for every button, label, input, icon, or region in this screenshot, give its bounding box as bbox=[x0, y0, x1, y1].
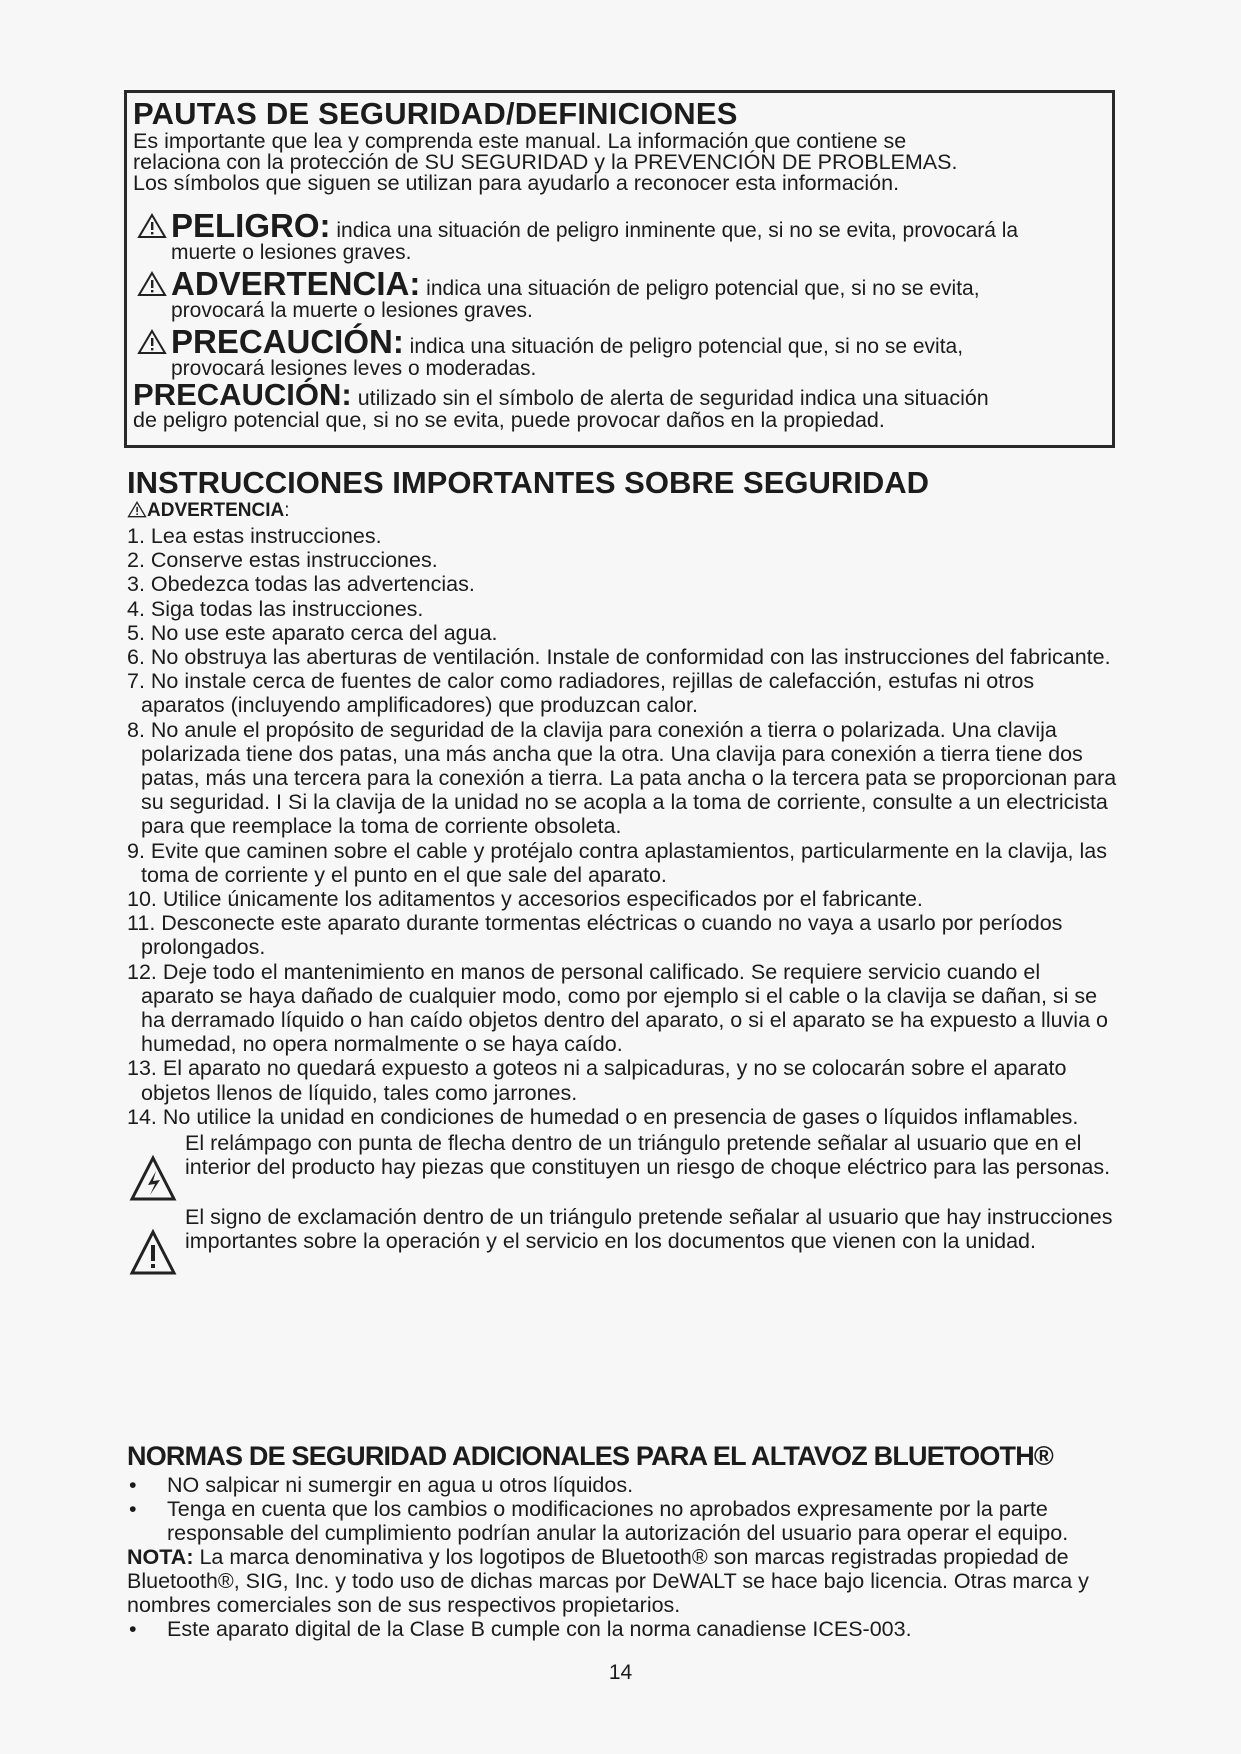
list-item: 13. El aparato no quedará expuesto a goteos ni a salpicaduras, y no se colocarán sobre el aparato objetos llenos de líquido, tales como jarrones. bbox=[127, 1056, 1067, 1105]
bluetooth-rules-list-end bbox=[127, 1617, 1117, 1641]
definition-text-cont: de peligro potencial que, si no se evita, puede provocar daños en la propiedad. bbox=[133, 408, 885, 432]
warning-label-text: ADVERTENCIA bbox=[147, 500, 285, 521]
list-item: 8. No anule el propósito de seguridad de la clavija para conexión a tierra o polarizada. Una clavija polarizada tiene dos patas, una más ancha que la otra. Una clavija para conexión a tierra tiene dos patas, más una tercera para la conexión a tierra. La pata ancha o la tercera pata se proporcionan para su seguridad. I Si la clavija de la unidad no se acopla a la toma de corriente, consulte a un electricista para que reemplace la toma de corriente obsoleta. bbox=[127, 717, 1117, 839]
section-title-instructions: INSTRUCCIONES IMPORTANTES SOBRE SEGURIDAD bbox=[127, 465, 930, 500]
exclamation-triangle-icon bbox=[129, 1229, 177, 1277]
section-title-bluetooth: NORMAS DE SEGURIDAD ADICIONALES PARA EL ALTAVOZ BLUETOOTH® bbox=[127, 1441, 1054, 1471]
definition-term: ADVERTENCIA: bbox=[171, 265, 421, 302]
safety-definitions-box bbox=[124, 90, 1115, 448]
warning-triangle-icon bbox=[137, 213, 167, 239]
definition-text-cont: muerte o lesiones graves. bbox=[171, 241, 412, 264]
list-item-text: NO salpicar ni sumergir en agua u otros líquidos. bbox=[167, 1473, 634, 1497]
bluetooth-safety-section bbox=[127, 1441, 1117, 1641]
warning-label bbox=[127, 500, 1117, 522]
definition-term: PRECAUCIÓN: bbox=[133, 377, 352, 412]
warning-triangle-icon bbox=[137, 329, 167, 355]
definition-caution bbox=[133, 323, 1102, 380]
list-item-text: Este aparato digital de la Clase B cumple con la norma canadiense ICES-003. bbox=[167, 1617, 912, 1641]
definition-text: utilizado sin el símbolo de alerta de seguridad indica una situación bbox=[351, 386, 989, 410]
list-item: 12. Deje todo el mantenimiento en manos de personal calificado. Se requiere servicio cuando el aparato se haya dañado de cualquier modo, como por ejemplo si el cable o la clavija se dañan, si se ha derramado líquido o han caído objetos dentro del aparato, o si el aparato se ha expuesto a lluvia o humedad, no opera normalmente o se haya caído. bbox=[127, 959, 1108, 1057]
bluetooth-rules-list bbox=[127, 1473, 1117, 1545]
definition-warning bbox=[133, 265, 1102, 322]
instruction-list bbox=[127, 524, 1117, 1129]
page-number: 14 bbox=[608, 1661, 633, 1684]
list-item: 2. Conserve estas instrucciones. bbox=[127, 548, 438, 573]
list-item: 14. No utilice la unidad en condiciones de humedad o en presencia de gases o líquidos inflamables. bbox=[127, 1104, 1079, 1129]
intro-paragraph bbox=[133, 131, 1102, 194]
list-item: 11. Desconecte este aparato durante tormentas eléctricas o cuando no vaya a usarlo por períodos prolongados. bbox=[127, 911, 1063, 960]
list-item bbox=[127, 1473, 1117, 1497]
important-instructions-section bbox=[127, 466, 1117, 1277]
list-item: 1. Lea estas instrucciones. bbox=[127, 524, 382, 548]
list-item: 3. Obedezca todas las advertencias. bbox=[127, 572, 475, 597]
bullet-icon: • bbox=[129, 1497, 137, 1521]
lightning-symbol-note bbox=[127, 1131, 1117, 1203]
section-title-definitions: PAUTAS DE SEGURIDAD/DEFINICIONES bbox=[133, 96, 738, 131]
definition-caution-property bbox=[133, 377, 1102, 432]
list-item bbox=[127, 1497, 1117, 1545]
exclamation-symbol-text: El signo de exclamación dentro de un triángulo pretende señalar al usuario que hay instrucciones importantes sobre la operación y el servicio en los documentos que vienen con la unidad. bbox=[185, 1205, 1113, 1254]
list-item-text: Tenga en cuenta que los cambios o modificaciones no aprobados expresamente por la parte responsable del cumplimiento podrían anular la autorización del usuario para operar el equipo. bbox=[167, 1497, 1069, 1545]
definition-text: indica una situación de peligro potencial que, si no se evita, bbox=[420, 277, 980, 300]
definition-text: indica una situación de peligro potencial que, si no se evita, bbox=[403, 335, 964, 358]
list-item bbox=[127, 1617, 1117, 1641]
bullet-icon: • bbox=[129, 1473, 137, 1497]
bullet-icon: • bbox=[129, 1617, 137, 1641]
list-item: 6. No obstruya las aberturas de ventilación. Instale de conformidad con las instrucciones del fabricante. bbox=[127, 645, 1111, 670]
note-paragraph bbox=[127, 1545, 1117, 1617]
warning-label-colon: : bbox=[284, 500, 290, 521]
list-item: 9. Evite que caminen sobre el cable y protéjalo contra aplastamientos, particularmente en la clavija, las toma de corriente y el punto en el que sale del aparato. bbox=[127, 838, 1107, 887]
definition-term: PRECAUCIÓN: bbox=[171, 323, 404, 360]
lightning-triangle-icon bbox=[129, 1155, 177, 1203]
note-text: La marca denominativa y los logotipos de Bluetooth® son marcas registradas propiedad de Bluetooth®, SIG, Inc. y todo uso de dichas marcas por DeWALT se hace bajo licencia. Otras marca y nombres comerciales son de sus respectivos propietarios. bbox=[127, 1545, 1089, 1617]
list-item: 5. No use este aparato cerca del agua. bbox=[127, 620, 498, 645]
intro-line: Los símbolos que siguen se utilizan para ayudarlo a reconocer esta información. bbox=[133, 171, 900, 195]
list-item: 7. No instale cerca de fuentes de calor como radiadores, rejillas de calefacción, estufas ni otros aparatos (incluyendo amplificadores) que produzcan calor. bbox=[127, 669, 1035, 718]
note-label: NOTA: bbox=[127, 1545, 194, 1569]
warning-triangle-icon bbox=[137, 271, 167, 297]
definition-text: indica una situación de peligro inminente que, si no se evita, provocará la bbox=[330, 219, 1019, 242]
exclamation-symbol-note bbox=[127, 1205, 1117, 1277]
definition-text-cont: provocará lesiones leves o moderadas. bbox=[171, 357, 537, 380]
definition-term: PELIGRO: bbox=[171, 207, 331, 244]
list-item: 4. Siga todas las instrucciones. bbox=[127, 596, 424, 621]
intro-line: Es importante que lea y comprenda este manual. La información que contiene se bbox=[133, 129, 907, 153]
list-item: 10. Utilice únicamente los aditamentos y accesorios especificados por el fabricante. bbox=[127, 887, 923, 912]
intro-line: relaciona con la protección de SU SEGURIDAD y la PREVENCIÓN DE PROBLEMAS. bbox=[133, 150, 958, 174]
warning-triangle-icon bbox=[127, 501, 147, 518]
definition-danger bbox=[133, 207, 1102, 264]
lightning-symbol-text: El relámpago con punta de flecha dentro de un triángulo pretende señalar al usuario que en el interior del producto hay piezas que constituyen un riesgo de choque eléctrico para las personas. bbox=[185, 1131, 1111, 1180]
definition-text-cont: provocará la muerte o lesiones graves. bbox=[171, 299, 533, 322]
